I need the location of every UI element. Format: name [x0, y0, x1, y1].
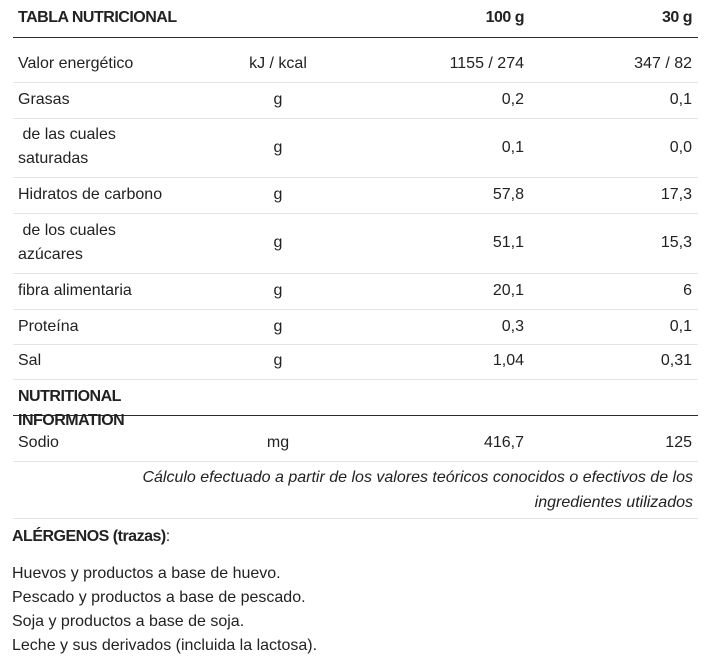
nutrient-unit: kJ / kcal [249, 55, 307, 72]
nutrient-unit: g [273, 352, 283, 369]
section-title: NUTRITIONAL INFORMATION [18, 388, 125, 429]
list-item: Pescado y productos a base de pescado. [12, 589, 306, 606]
value-100g: 1155 / 274 [449, 55, 524, 72]
table-row-energy [13, 38, 698, 83]
nutrient-unit: mg [266, 434, 290, 451]
value-100g: 0,2 [501, 91, 524, 108]
list-item: Soja y productos a base de soja. [12, 613, 245, 630]
nutrient-name: Grasas [18, 91, 70, 108]
value-30g: 0,31 [660, 352, 692, 369]
nutrient-name: de las cuales [18, 126, 116, 143]
value-30g: 0,0 [669, 139, 692, 156]
nutrient-name: Sodio [18, 434, 59, 451]
table-row-fiber [13, 274, 698, 310]
column-header-100g: 100 g [485, 9, 524, 26]
value-30g: 347 / 82 [634, 55, 692, 72]
value-100g: 20,1 [492, 282, 524, 299]
value-30g: 0,1 [669, 91, 692, 108]
list-item: Huevos y productos a base de huevo. [12, 565, 281, 582]
table-row-sugars [13, 214, 698, 274]
value-100g: 0,3 [501, 318, 524, 335]
nutrient-name: Hidratos de carbono [18, 186, 163, 203]
nutrient-unit: g [273, 318, 283, 335]
value-100g: 51,1 [492, 234, 524, 251]
table-row-sodium [13, 416, 698, 462]
value-30g: 6 [683, 282, 692, 299]
value-30g: 15,3 [660, 234, 692, 251]
table-row-salt [13, 345, 698, 380]
value-100g: 57,8 [492, 186, 524, 203]
table-row-carbohydrates [13, 178, 698, 214]
nutrient-unit: g [273, 186, 283, 203]
table-row-saturated [13, 119, 698, 178]
nutrition-table [13, 0, 698, 519]
nutrient-name: Valor energético [18, 55, 134, 72]
nutrient-name: de los cuales [18, 222, 116, 239]
column-header-30g: 30 g [661, 9, 692, 26]
calculation-note-line-1: Cálculo efectuado a partir de los valores teóricos conocidos o efectivos de los [142, 469, 693, 486]
nutrient-unit: g [273, 282, 283, 299]
table-row-protein [13, 310, 698, 345]
nutrient-unit: g [273, 91, 283, 108]
table-header-row [13, 0, 698, 38]
list-item: Leche y sus derivados (incluida la lactosa). [12, 637, 318, 654]
nutrient-unit: g [273, 234, 283, 251]
nutrient-name-continued: saturadas [18, 150, 89, 167]
value-100g: 0,1 [501, 139, 524, 156]
calculation-note [13, 465, 693, 515]
allergens-colon: : [165, 528, 171, 545]
table-note-row [13, 462, 698, 519]
table-title: TABLA NUTRICIONAL [18, 9, 177, 26]
value-30g: 125 [665, 434, 692, 451]
allergens-list [12, 562, 317, 658]
value-30g: 0,1 [669, 318, 692, 335]
nutrient-name: fibra alimentaria [18, 282, 132, 299]
nutrient-name-continued: azúcares [18, 246, 83, 263]
nutrient-unit: g [273, 139, 283, 156]
allergens-title: ALÉRGENOS (trazas) [12, 528, 166, 545]
value-100g: 1,04 [492, 352, 524, 369]
section-header-row [13, 380, 698, 429]
allergens-heading [12, 525, 170, 549]
value-100g: 416,7 [483, 434, 524, 451]
nutrient-name: Proteína [18, 318, 79, 335]
nutrient-name: Sal [18, 352, 42, 369]
table-row-fat [13, 83, 698, 119]
value-30g: 17,3 [660, 186, 692, 203]
calculation-note-line-2: ingredientes utilizados [534, 494, 693, 511]
